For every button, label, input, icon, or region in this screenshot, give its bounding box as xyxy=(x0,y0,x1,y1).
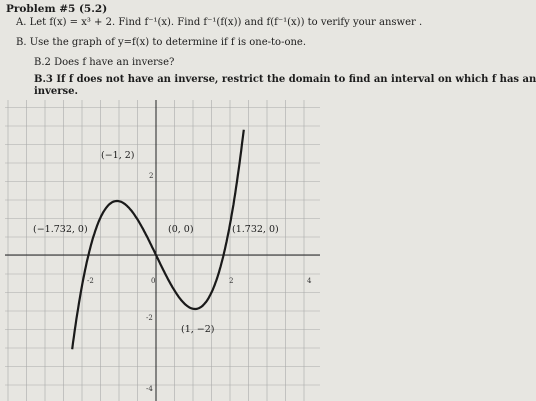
part-b2-text: B.2 Does f have an inverse? xyxy=(34,57,175,68)
part-b-label: B. xyxy=(16,37,27,48)
point-label-neg-root: (−1.732, 0) xyxy=(33,224,88,235)
part-b3-line1: B.3 If f does not have an inverse, restrict the domain to find an interval on which f has an xyxy=(34,74,536,85)
tick-label-x-neg2: -2 xyxy=(87,277,94,285)
problem-title: Problem #5 (5.2) xyxy=(6,3,108,15)
point-label-origin: (0, 0) xyxy=(168,224,194,235)
tick-label-y-2: 2 xyxy=(149,172,154,180)
graph-grid xyxy=(5,100,320,401)
point-label-pos-root: (1.732, 0) xyxy=(232,224,279,235)
tick-label-y-neg2: -2 xyxy=(146,314,153,322)
curve-y-equals-f-x xyxy=(72,130,244,350)
point-label-local-max: (−1, 2) xyxy=(101,150,135,161)
tick-label-x-0: 0 xyxy=(151,277,156,285)
part-a-text: Let f(x) = x³ + 2. Find f⁻¹(x). Find f⁻¹(f(x)) and f(f⁻¹(x)) to verify your answer . xyxy=(29,17,423,28)
tick-label-y-neg4: -4 xyxy=(146,385,153,393)
point-label-local-min: (1, −2) xyxy=(181,324,215,335)
part-a-label: A. xyxy=(16,17,27,28)
tick-label-x-4: 4 xyxy=(307,277,312,285)
part-b-text: Use the graph of y=f(x) to determine if f is one-to-one. xyxy=(29,37,307,48)
part-b3-line2: inverse. xyxy=(34,86,78,97)
tick-label-x-2: 2 xyxy=(229,277,234,285)
